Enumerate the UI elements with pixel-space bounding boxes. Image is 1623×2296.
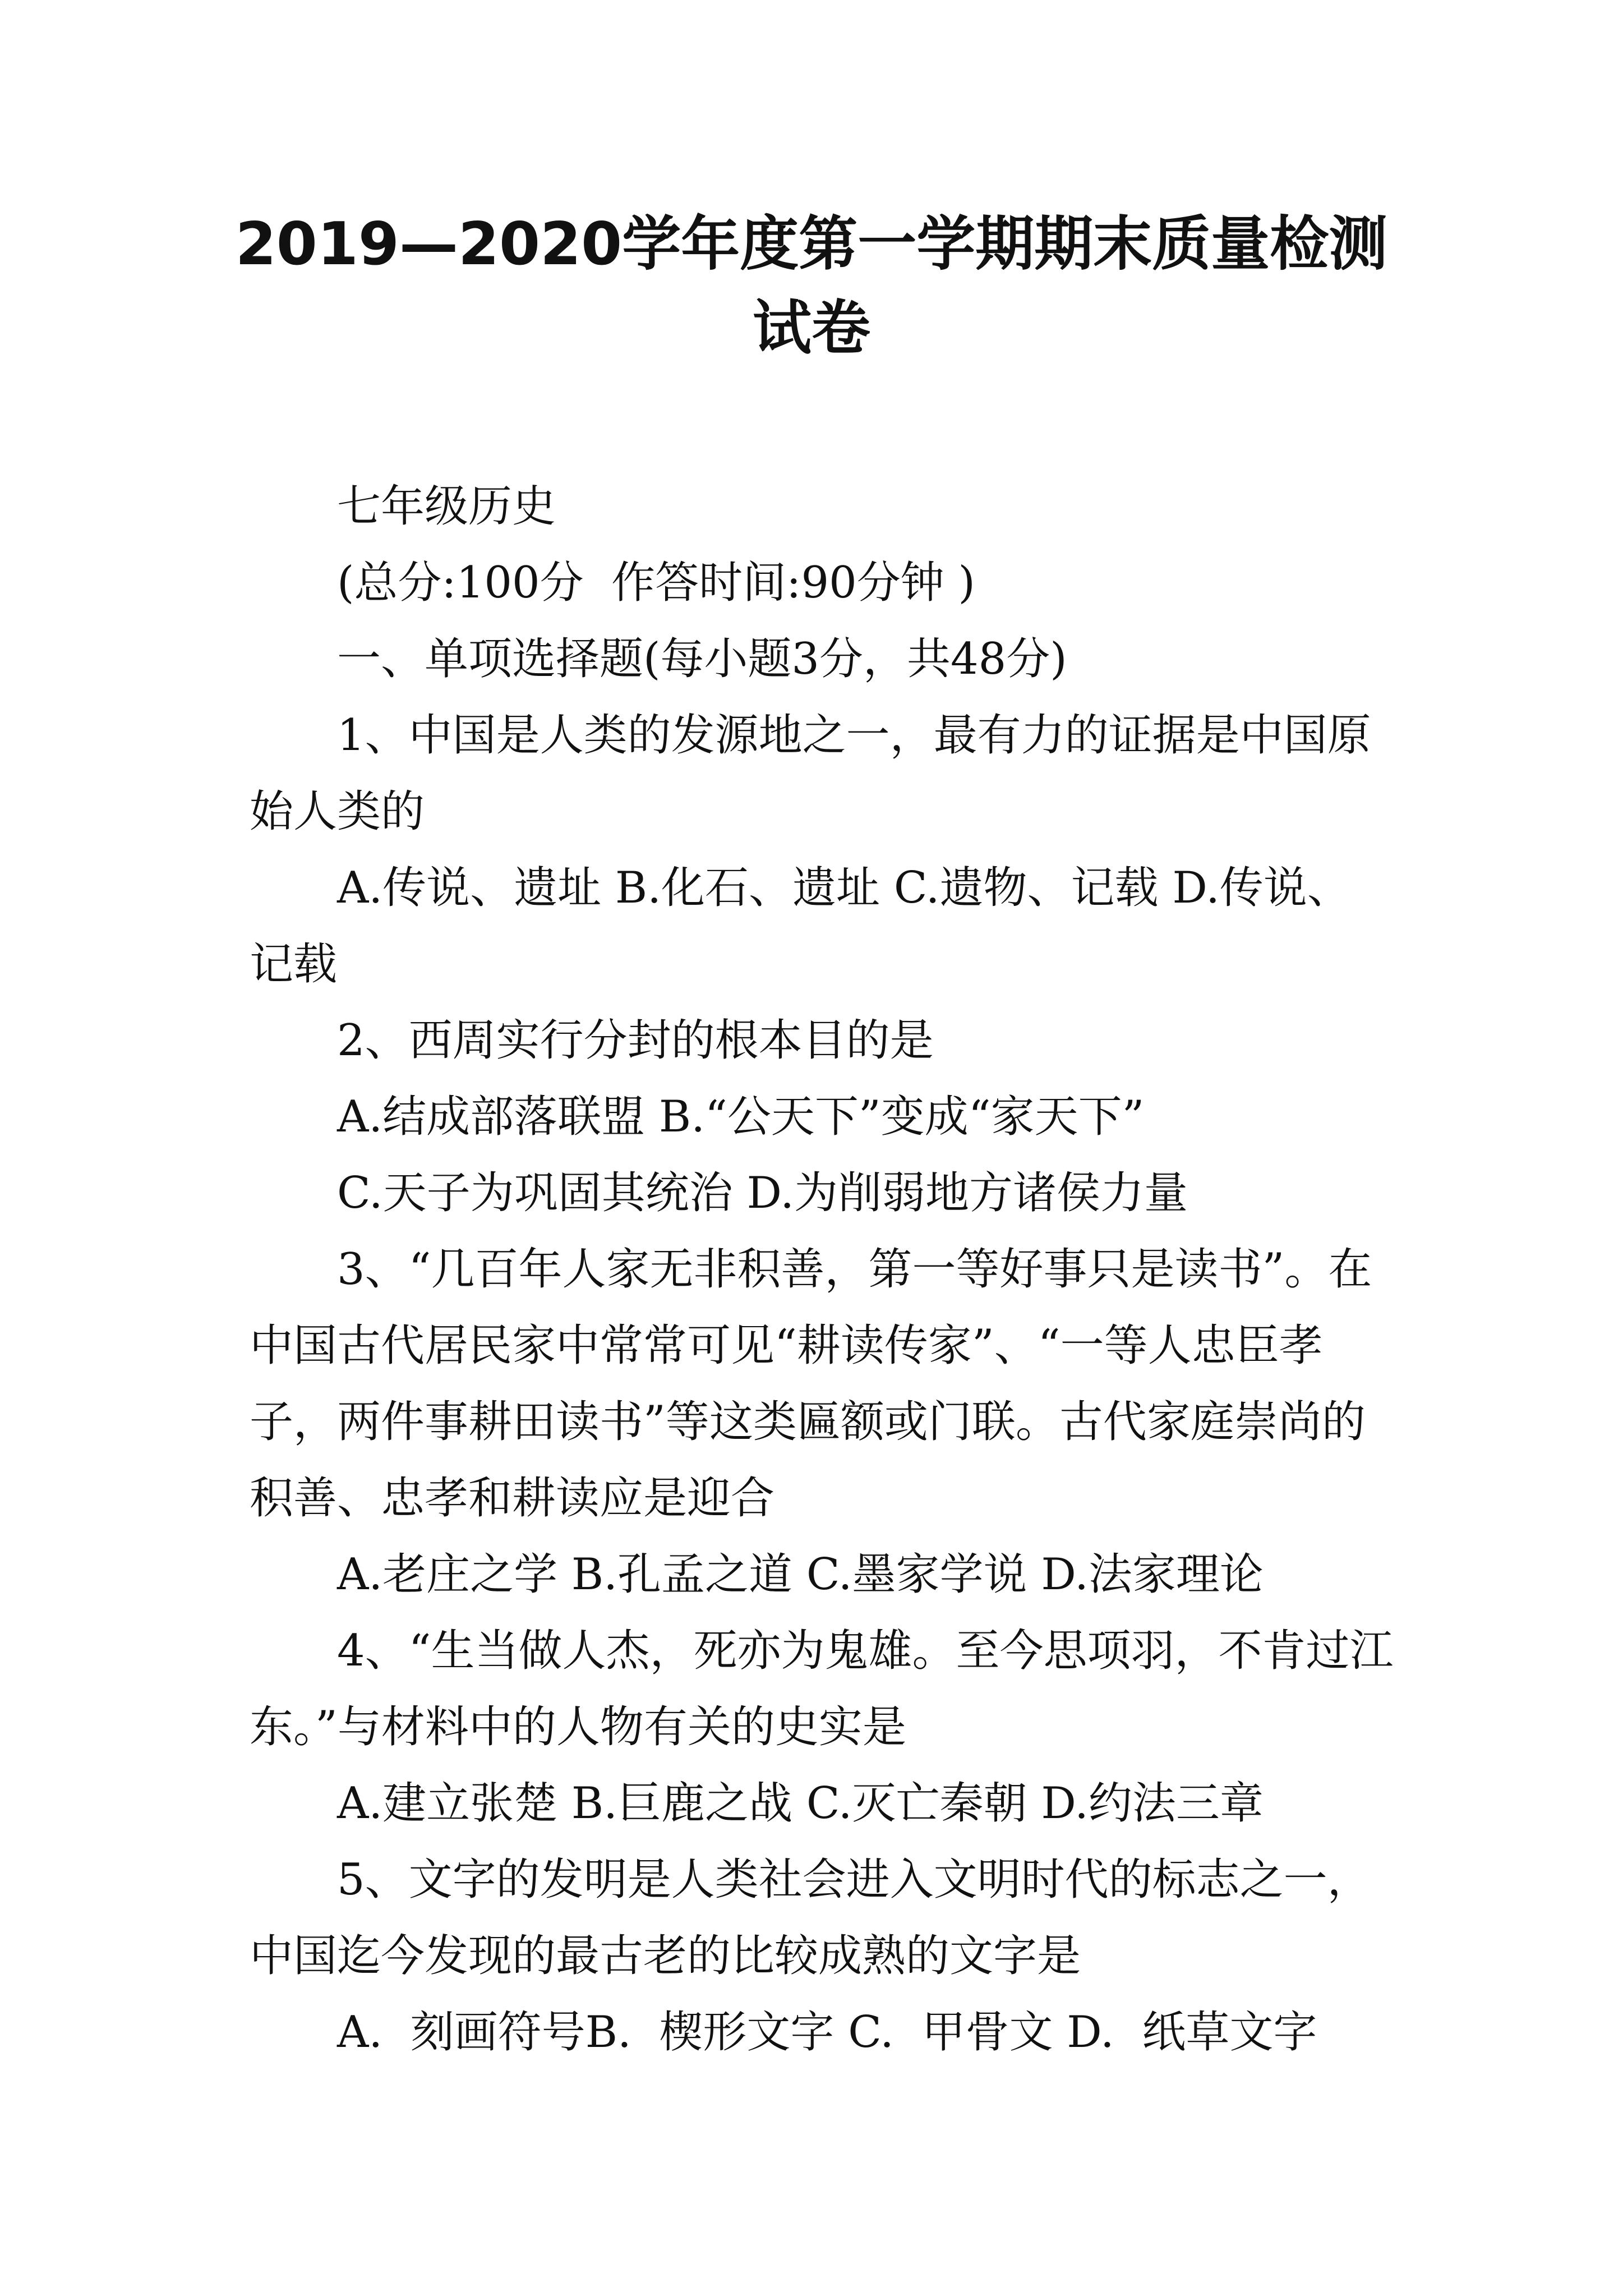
- question-1-stem: 1、中国是人类的发源地之一，最有力的证据是中国原始人类的: [250, 710, 1371, 837]
- question-4-options: A.建立张楚 B.巨鹿之战 C.灭亡秦朝 D.约法三章: [337, 1778, 1264, 1829]
- question-2-options-line-2: C.天子为巩固其统治 D.为削弱地方诸侯力量: [337, 1168, 1188, 1218]
- title-line-1: 2019—2020学年度第一学期期末质量检测: [235, 210, 1388, 278]
- page-title: [168, 202, 1455, 370]
- question-5-stem: 5、文字的发明是人类社会进入文明时代的标志之一，中国迄今发现的最古老的比较成熟的文字是: [250, 1855, 1371, 1981]
- title-line-2: 试卷: [752, 294, 870, 362]
- subject-label: 七年级历史: [337, 481, 556, 532]
- question-4-stem: 4、“生当做人杰，死亦为鬼雄。至今思项羽，不肯过江东。”与材料中的人物有关的史实是: [250, 1626, 1394, 1752]
- question-2-options-line-1: A.结成部落联盟 B.“公天下”变成“家天下”: [337, 1092, 1145, 1142]
- question-3-stem: 3、“几百年人家无非积善，第一等好事只是读书”。在中国古代居民家中常常可见“耕读传家”、“一等人忠臣孝子，两件事耕田读书”等这类匾额或门联。古代家庭崇尚的积善、忠孝和耕读应是迎合: [250, 1244, 1372, 1524]
- question-1-options: A.传说、遗址 B.化石、遗址 C.遗物、记载 D.传说、记载: [250, 863, 1351, 990]
- exam-info: (总分:100分 作答时间:90分钟 ): [337, 558, 975, 608]
- exam-body: [250, 468, 1394, 2070]
- question-2-stem: 2、西周实行分封的根本目的是: [337, 1015, 934, 1066]
- question-5-options: A. 刻画符号B. 楔形文字 C. 甲骨文 D. 纸草文字: [337, 2007, 1317, 2058]
- section-heading: 一、单项选择题(每小题3分，共48分): [337, 634, 1067, 684]
- question-3-options: A.老庄之学 B.孔孟之道 C.墨家学说 D.法家理论: [337, 1549, 1264, 1600]
